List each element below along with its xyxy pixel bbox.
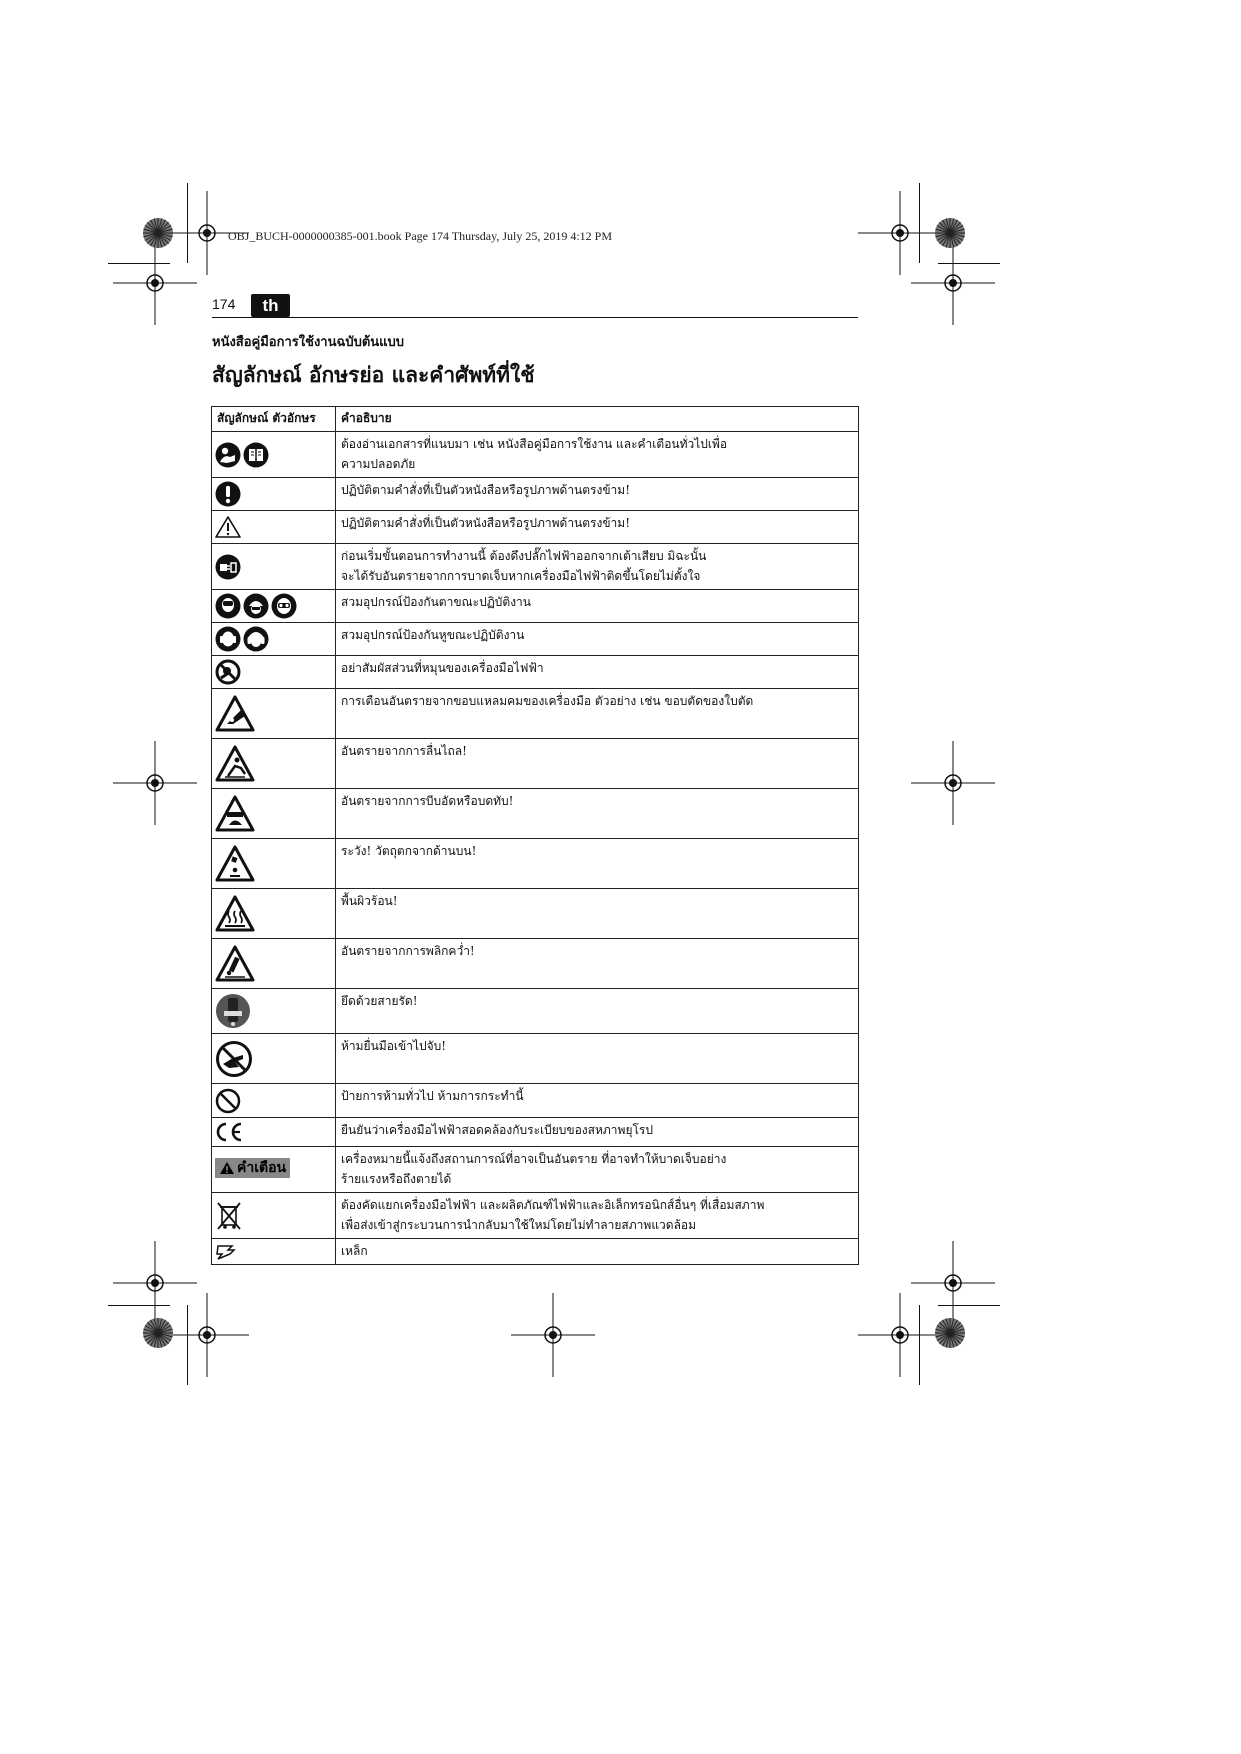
ear-muffs-icon xyxy=(243,632,271,646)
description-cell xyxy=(336,544,859,590)
crop-mark xyxy=(187,183,188,263)
symbol-cell xyxy=(212,689,336,739)
description-cell xyxy=(336,889,859,939)
description-line: จะได้รับอันตรายจากการบาดเจ็บหากเครื่องมือไฟฟ้าติดขึ้นโดยไม่ตั้งใจ xyxy=(341,569,701,583)
crop-mark xyxy=(108,263,170,264)
crop-mark xyxy=(919,183,920,263)
star-target-mark xyxy=(142,1317,174,1349)
description-cell xyxy=(336,1239,859,1265)
description-cell xyxy=(336,1034,859,1084)
symbol-cell xyxy=(212,1084,336,1118)
slip-hazard-icon xyxy=(215,756,257,770)
registration-mark xyxy=(507,1289,599,1381)
symbol-cell xyxy=(212,1193,336,1239)
symbol-cell xyxy=(212,839,336,889)
description-line: อันตรายจากการบีบอัดหรือบดทับ! xyxy=(341,794,514,808)
table-row xyxy=(212,739,859,789)
description-line: ต้องอ่านเอกสารที่แนบมา เช่น หนังสือคู่มือการใช้งาน และคำเตือนทั่วไปเพื่อ xyxy=(341,437,728,451)
symbol-cell xyxy=(212,623,336,656)
table-row xyxy=(212,839,859,889)
description-cell xyxy=(336,1084,859,1118)
ce-mark-icon xyxy=(215,1125,247,1139)
description-line: ความปลอดภัย xyxy=(341,457,416,471)
table-row xyxy=(212,1034,859,1084)
mandatory-instruction-icon xyxy=(215,487,243,501)
crop-mark xyxy=(187,1305,188,1385)
description-cell xyxy=(336,839,859,889)
description-line: ก่อนเริ่มขั้นตอนการทำงานนี้ ต้องดึงปลั๊กไฟฟ้าออกจากเต้าเสียบ มิฉะนั้น xyxy=(341,549,707,563)
description-cell xyxy=(336,511,859,544)
star-target-mark xyxy=(934,1317,966,1349)
registration-mark xyxy=(907,237,999,329)
hot-surface-icon xyxy=(215,906,257,920)
description-line: ป้ายการห้ามทั่วไป ห้ามการกระทำนี้ xyxy=(341,1089,524,1103)
no-touch-rotating-icon xyxy=(215,665,243,679)
goggles-icon xyxy=(271,599,299,613)
table-row xyxy=(212,939,859,989)
table-row xyxy=(212,590,859,623)
table-row xyxy=(212,1239,859,1265)
symbol-cell xyxy=(212,478,336,511)
language-tag: th xyxy=(251,294,290,317)
warning-badge-icon xyxy=(215,1158,290,1178)
crop-mark xyxy=(938,1305,1000,1306)
description-line: อันตรายจากการลื่นไถล! xyxy=(341,744,467,758)
crop-mark xyxy=(919,1305,920,1385)
symbol-cell xyxy=(212,432,336,478)
description-line: ยึดด้วยสายรัด! xyxy=(341,994,418,1008)
description-line: เพื่อส่งเข้าสู่กระบวนการนำกลับมาใช้ใหม่โดยไม่ทำลายสภาพแวดล้อม xyxy=(341,1218,697,1232)
description-cell xyxy=(336,478,859,511)
symbol-cell xyxy=(212,1118,336,1147)
table-row xyxy=(212,689,859,739)
registration-mark xyxy=(854,1289,946,1381)
description-line: ปฏิบัติตามคำสั่งที่เป็นตัวหนังสือหรือรูปภาพด้านตรงข้าม! xyxy=(341,483,631,497)
description-line: ต้องคัดแยกเครื่องมือไฟฟ้า และผลิตภัณฑ์ไฟฟ้าและอิเล็กทรอนิกส์อื่นๆ ที่เสื่อมสภาพ xyxy=(341,1198,765,1212)
description-line: สวมอุปกรณ์ป้องกันตาขณะปฏิบัติงาน xyxy=(341,595,531,609)
document-subtitle: หนังสือคู่มือการใช้งานฉบับต้นแบบ xyxy=(212,335,405,350)
table-row xyxy=(212,656,859,689)
description-cell xyxy=(336,432,859,478)
description-cell xyxy=(336,989,859,1034)
page-title: สัญลักษณ์ อักษรย่อ และคำศัพท์ที่ใช้ xyxy=(212,362,535,387)
symbol-cell xyxy=(212,1034,336,1084)
warning-badge-label: คำเตือน xyxy=(237,1160,287,1176)
crop-mark xyxy=(938,263,1000,264)
description-line: ระวัง! วัตถุตกจากด้านบน! xyxy=(341,844,477,858)
symbol-cell xyxy=(212,511,336,544)
page-number: 174 xyxy=(212,296,236,312)
registration-mark xyxy=(161,1289,253,1381)
table-row xyxy=(212,432,859,478)
crop-mark xyxy=(108,1305,170,1306)
description-line: ห้ามยื่นมือเข้าไปจับ! xyxy=(341,1039,447,1053)
weee-bin-icon xyxy=(215,1208,245,1222)
sharp-edge-warning-icon xyxy=(215,706,257,720)
description-line: สวมอุปกรณ์ป้องกันหูขณะปฏิบัติงาน xyxy=(341,628,525,642)
description-cell xyxy=(336,590,859,623)
symbol-cell xyxy=(212,656,336,689)
table-row xyxy=(212,623,859,656)
registration-mark xyxy=(907,737,999,829)
star-target-mark xyxy=(142,217,174,249)
registration-mark xyxy=(109,737,201,829)
book-header: OBJ_BUCH-0000000385-001.book Page 174 Thursday, July 25, 2019 4:12 PM xyxy=(228,229,613,243)
description-line: อันตรายจากการพลิกคว่ำ! xyxy=(341,944,475,958)
crush-hazard-icon xyxy=(215,806,257,820)
symbol-cell xyxy=(212,889,336,939)
table-row xyxy=(212,789,859,839)
description-cell xyxy=(336,1147,859,1193)
ear-protection-icon xyxy=(215,632,243,646)
symbol-cell xyxy=(212,989,336,1034)
description-line: เหล็ก xyxy=(341,1244,368,1258)
symbol-cell xyxy=(212,939,336,989)
description-line: ยืนยันว่าเครื่องมือไฟฟ้าสอดคล้องกับระเบียบของสหภาพยุโรป xyxy=(341,1123,653,1137)
face-shield-icon xyxy=(215,599,243,613)
table-row xyxy=(212,889,859,939)
description-line: การเตือนอันตรายจากขอบแหลมคมของเครื่องมือ ตัวอย่าง เช่น ขอบตัดของใบตัด xyxy=(341,694,754,708)
table-row xyxy=(212,1084,859,1118)
table-row xyxy=(212,1193,859,1239)
symbol-cell xyxy=(212,1239,336,1265)
book-icon xyxy=(243,447,271,461)
column-header-description: คำอธิบาย xyxy=(336,407,859,432)
table-row xyxy=(212,1118,859,1147)
table-row xyxy=(212,511,859,544)
description-line: ปฏิบัติตามคำสั่งที่เป็นตัวหนังสือหรือรูปภาพด้านตรงข้าม! xyxy=(341,516,631,530)
table-row xyxy=(212,989,859,1034)
column-header-symbol: สัญลักษณ์ ตัวอักษร xyxy=(212,407,336,432)
star-target-mark xyxy=(934,217,966,249)
table-header-row xyxy=(212,407,859,432)
symbol-cell xyxy=(212,544,336,590)
description-cell xyxy=(336,1193,859,1239)
description-cell xyxy=(336,739,859,789)
safety-helmet-icon xyxy=(243,599,271,613)
description-line: ร้ายแรงหรือถึงตายได้ xyxy=(341,1172,452,1186)
no-reach-in-icon xyxy=(215,1051,255,1065)
description-cell xyxy=(336,939,859,989)
table-row xyxy=(212,544,859,590)
symbol-cell xyxy=(212,739,336,789)
table-row xyxy=(212,1147,859,1193)
symbol-cell xyxy=(212,1147,336,1193)
description-cell xyxy=(336,656,859,689)
read-manual-icon xyxy=(215,447,243,461)
strap-secure-icon xyxy=(215,1004,253,1018)
warning-triangle-icon xyxy=(215,520,243,534)
unplug-icon xyxy=(215,559,243,573)
falling-objects-icon xyxy=(215,856,257,870)
steel-icon xyxy=(215,1244,239,1258)
prohibition-icon xyxy=(215,1093,243,1107)
description-cell xyxy=(336,623,859,656)
description-line: พื้นผิวร้อน! xyxy=(341,894,398,908)
symbol-cell xyxy=(212,590,336,623)
table-row xyxy=(212,478,859,511)
description-cell xyxy=(336,789,859,839)
tipping-hazard-icon xyxy=(215,956,257,970)
symbols-table xyxy=(211,406,859,1265)
description-line: อย่าสัมผัสส่วนที่หมุนของเครื่องมือไฟฟ้า xyxy=(341,661,544,675)
description-line: เครื่องหมายนี้แจ้งถึงสถานการณ์ที่อาจเป็นอันตราย ที่อาจทำให้บาดเจ็บอย่าง xyxy=(341,1152,727,1166)
symbol-cell xyxy=(212,789,336,839)
description-cell xyxy=(336,689,859,739)
description-cell xyxy=(336,1118,859,1147)
header-rule xyxy=(212,317,858,318)
